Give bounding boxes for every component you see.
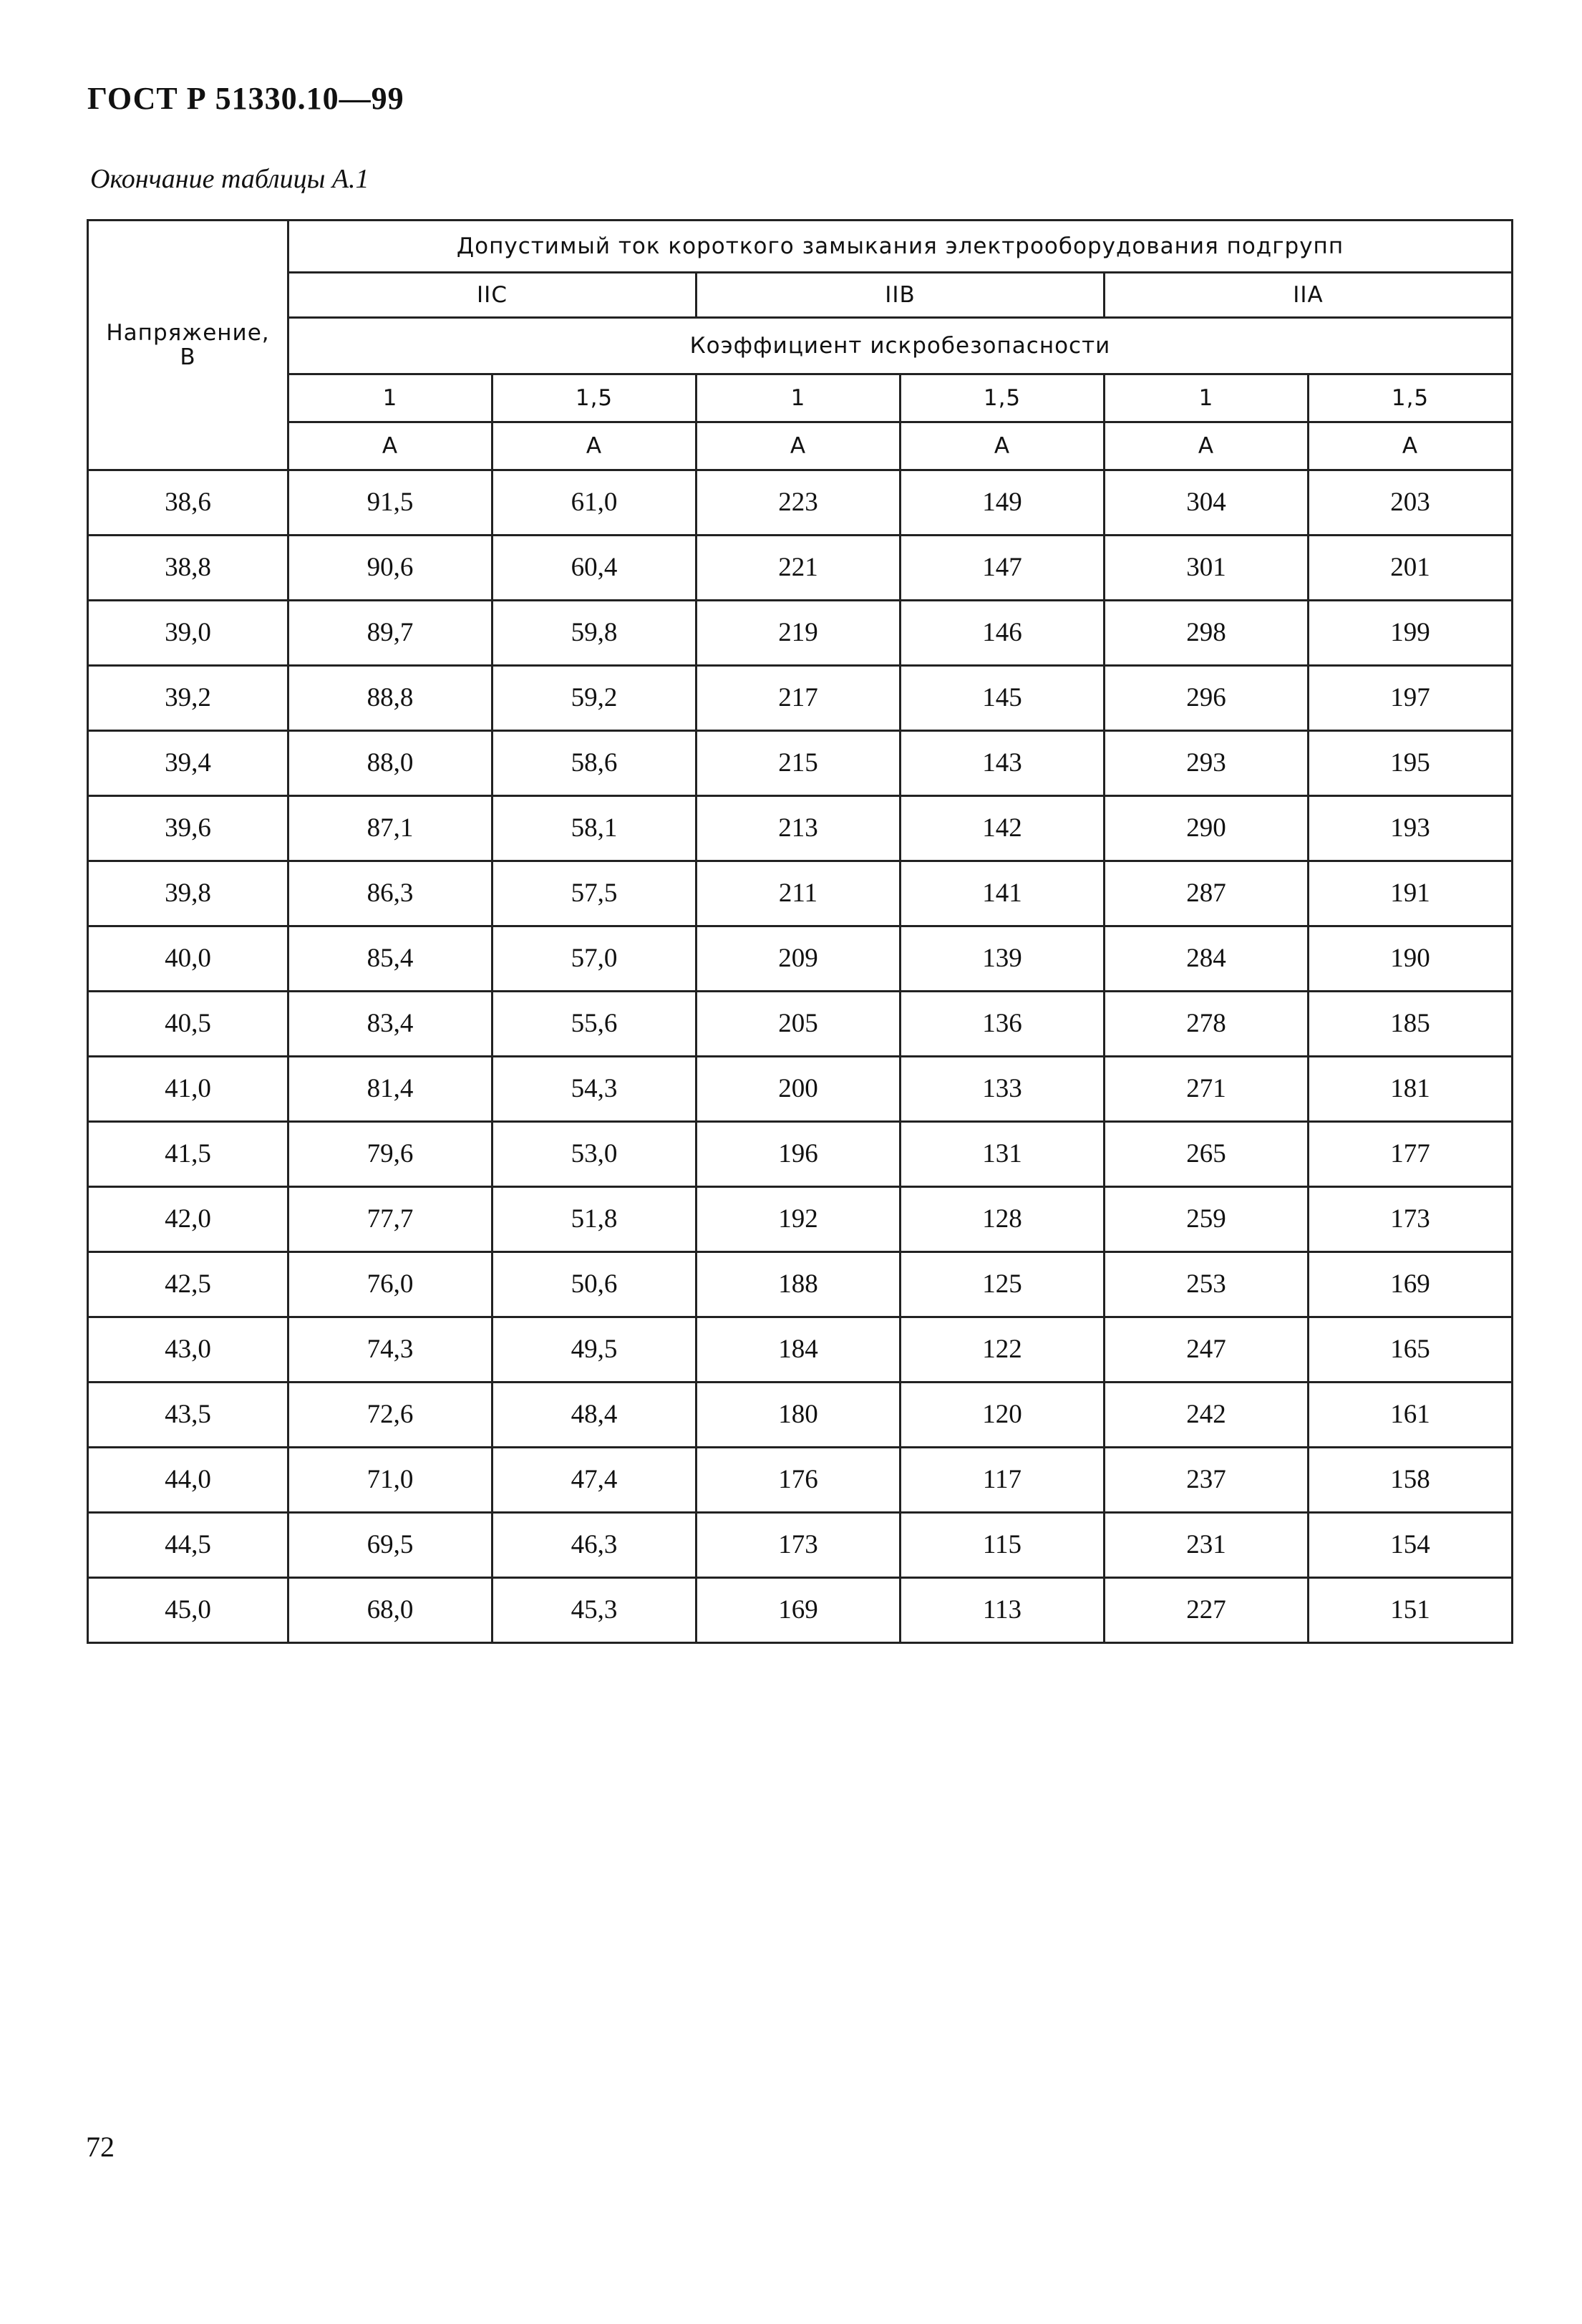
voltage-cell: 42,5 <box>88 1252 288 1317</box>
unit-label: А <box>492 422 697 470</box>
unit-label: А <box>697 422 901 470</box>
current-cell: 53,0 <box>492 1122 697 1187</box>
current-cell: 139 <box>901 926 1105 992</box>
voltage-cell: 41,0 <box>88 1057 288 1122</box>
current-cell: 293 <box>1105 731 1309 796</box>
coefficient-value: 1 <box>697 374 901 422</box>
voltage-cell: 39,0 <box>88 601 288 666</box>
unit-label: А <box>1309 422 1513 470</box>
voltage-header-unit: В <box>180 344 196 370</box>
current-cell: 54,3 <box>492 1057 697 1122</box>
current-cell: 145 <box>901 666 1105 731</box>
current-cell: 83,4 <box>288 992 492 1057</box>
subgroup-header-iib: IIB <box>697 273 1105 318</box>
current-cell: 88,8 <box>288 666 492 731</box>
current-cell: 151 <box>1309 1578 1513 1643</box>
current-cell: 200 <box>697 1057 901 1122</box>
current-cell: 131 <box>901 1122 1105 1187</box>
voltage-cell: 43,0 <box>88 1317 288 1383</box>
current-cell: 60,4 <box>492 536 697 601</box>
unit-label: А <box>901 422 1105 470</box>
coefficient-value: 1,5 <box>901 374 1105 422</box>
current-cell: 265 <box>1105 1122 1309 1187</box>
table-row <box>88 666 1513 731</box>
current-cell: 278 <box>1105 992 1309 1057</box>
table-row <box>88 1448 1513 1513</box>
current-cell: 49,5 <box>492 1317 697 1383</box>
current-cell: 242 <box>1105 1383 1309 1448</box>
current-cell: 81,4 <box>288 1057 492 1122</box>
current-cell: 69,5 <box>288 1513 492 1578</box>
voltage-cell: 39,4 <box>88 731 288 796</box>
current-cell: 89,7 <box>288 601 492 666</box>
current-cell: 57,0 <box>492 926 697 992</box>
table-row <box>88 1383 1513 1448</box>
table-row <box>88 1122 1513 1187</box>
current-cell: 147 <box>901 536 1105 601</box>
voltage-cell: 39,6 <box>88 796 288 861</box>
current-cell: 115 <box>901 1513 1105 1578</box>
current-cell: 177 <box>1309 1122 1513 1187</box>
current-cell: 50,6 <box>492 1252 697 1317</box>
current-cell: 48,4 <box>492 1383 697 1448</box>
current-cell: 227 <box>1105 1578 1309 1643</box>
current-cell: 136 <box>901 992 1105 1057</box>
current-cell: 61,0 <box>492 470 697 536</box>
current-cell: 57,5 <box>492 861 697 926</box>
voltage-cell: 41,5 <box>88 1122 288 1187</box>
current-cell: 169 <box>697 1578 901 1643</box>
subgroup-header-iia: IIA <box>1105 273 1513 318</box>
current-cell: 58,1 <box>492 796 697 861</box>
current-cell: 181 <box>1309 1057 1513 1122</box>
table-row <box>88 1187 1513 1252</box>
current-cell: 117 <box>901 1448 1105 1513</box>
table-row <box>88 536 1513 601</box>
coefficient-value: 1 <box>1105 374 1309 422</box>
current-cell: 284 <box>1105 926 1309 992</box>
unit-label: А <box>288 422 492 470</box>
coefficient-header: Коэффициент искробезопасности <box>288 318 1513 374</box>
table-row <box>88 470 1513 536</box>
current-cell: 298 <box>1105 601 1309 666</box>
table-row <box>88 861 1513 926</box>
current-cell: 180 <box>697 1383 901 1448</box>
coefficient-value: 1 <box>288 374 492 422</box>
current-cell: 301 <box>1105 536 1309 601</box>
current-cell: 176 <box>697 1448 901 1513</box>
current-cell: 158 <box>1309 1448 1513 1513</box>
current-cell: 79,6 <box>288 1122 492 1187</box>
current-cell: 149 <box>901 470 1105 536</box>
short-circuit-current-table <box>87 219 1513 1644</box>
current-cell: 91,5 <box>288 470 492 536</box>
current-cell: 85,4 <box>288 926 492 992</box>
current-cell: 196 <box>697 1122 901 1187</box>
table-row <box>88 1252 1513 1317</box>
voltage-column-header <box>88 221 288 470</box>
voltage-cell: 38,8 <box>88 536 288 601</box>
current-cell: 128 <box>901 1187 1105 1252</box>
current-cell: 304 <box>1105 470 1309 536</box>
current-cell: 259 <box>1105 1187 1309 1252</box>
document-title: ГОСТ Р 51330.10—99 <box>87 81 404 116</box>
current-cell: 154 <box>1309 1513 1513 1578</box>
voltage-cell: 44,0 <box>88 1448 288 1513</box>
table-row <box>88 1513 1513 1578</box>
table-row <box>88 1057 1513 1122</box>
current-cell: 59,2 <box>492 666 697 731</box>
current-cell: 215 <box>697 731 901 796</box>
voltage-cell: 39,2 <box>88 666 288 731</box>
current-cell: 287 <box>1105 861 1309 926</box>
current-cell: 271 <box>1105 1057 1309 1122</box>
current-cell: 191 <box>1309 861 1513 926</box>
current-cell: 190 <box>1309 926 1513 992</box>
current-cell: 46,3 <box>492 1513 697 1578</box>
current-cell: 45,3 <box>492 1578 697 1643</box>
current-cell: 219 <box>697 601 901 666</box>
current-cell: 173 <box>697 1513 901 1578</box>
current-cell: 90,6 <box>288 536 492 601</box>
current-cell: 142 <box>901 796 1105 861</box>
table-row <box>88 1317 1513 1383</box>
header-row-coefficient-values <box>88 374 1513 422</box>
header-row-coefficient <box>88 318 1513 374</box>
current-cell: 133 <box>901 1057 1105 1122</box>
voltage-cell: 38,6 <box>88 470 288 536</box>
current-cell: 197 <box>1309 666 1513 731</box>
current-cell: 125 <box>901 1252 1105 1317</box>
current-cell: 231 <box>1105 1513 1309 1578</box>
current-cell: 290 <box>1105 796 1309 861</box>
page-number: 72 <box>86 2131 115 2163</box>
voltage-cell: 40,5 <box>88 992 288 1057</box>
current-cell: 247 <box>1105 1317 1309 1383</box>
current-cell: 71,0 <box>288 1448 492 1513</box>
current-cell: 199 <box>1309 601 1513 666</box>
header-row-units <box>88 422 1513 470</box>
current-cell: 51,8 <box>492 1187 697 1252</box>
current-cell: 201 <box>1309 536 1513 601</box>
voltage-cell: 39,8 <box>88 861 288 926</box>
voltage-cell: 44,5 <box>88 1513 288 1578</box>
coefficient-value: 1,5 <box>492 374 697 422</box>
current-cell: 74,3 <box>288 1317 492 1383</box>
coefficient-value: 1,5 <box>1309 374 1513 422</box>
current-cell: 68,0 <box>288 1578 492 1643</box>
table-row <box>88 926 1513 992</box>
current-cell: 88,0 <box>288 731 492 796</box>
current-cell: 221 <box>697 536 901 601</box>
current-cell: 209 <box>697 926 901 992</box>
current-cell: 184 <box>697 1317 901 1383</box>
current-cell: 165 <box>1309 1317 1513 1383</box>
header-row-group <box>88 221 1513 273</box>
table-caption: Окончание таблицы А.1 <box>90 164 369 194</box>
current-cell: 217 <box>697 666 901 731</box>
current-cell: 253 <box>1105 1252 1309 1317</box>
current-cell: 185 <box>1309 992 1513 1057</box>
current-cell: 203 <box>1309 470 1513 536</box>
voltage-cell: 45,0 <box>88 1578 288 1643</box>
current-cell: 76,0 <box>288 1252 492 1317</box>
current-cell: 188 <box>697 1252 901 1317</box>
current-cell: 55,6 <box>492 992 697 1057</box>
current-cell: 211 <box>697 861 901 926</box>
current-cell: 195 <box>1309 731 1513 796</box>
unit-label: А <box>1105 422 1309 470</box>
voltage-cell: 42,0 <box>88 1187 288 1252</box>
current-cell: 113 <box>901 1578 1105 1643</box>
current-cell: 192 <box>697 1187 901 1252</box>
current-cell: 122 <box>901 1317 1105 1383</box>
current-cell: 193 <box>1309 796 1513 861</box>
current-cell: 58,6 <box>492 731 697 796</box>
header-row-subgroups <box>88 273 1513 318</box>
table-row <box>88 731 1513 796</box>
current-cell: 72,6 <box>288 1383 492 1448</box>
table-row <box>88 796 1513 861</box>
current-cell: 169 <box>1309 1252 1513 1317</box>
current-cell: 173 <box>1309 1187 1513 1252</box>
current-cell: 146 <box>901 601 1105 666</box>
table-row <box>88 601 1513 666</box>
current-cell: 205 <box>697 992 901 1057</box>
current-cell: 120 <box>901 1383 1105 1448</box>
current-cell: 86,3 <box>288 861 492 926</box>
current-cell: 223 <box>697 470 901 536</box>
current-cell: 141 <box>901 861 1105 926</box>
current-cell: 47,4 <box>492 1448 697 1513</box>
current-cell: 77,7 <box>288 1187 492 1252</box>
current-cell: 161 <box>1309 1383 1513 1448</box>
current-cell: 213 <box>697 796 901 861</box>
table-header <box>88 221 1513 470</box>
voltage-header-label: Напряжение, <box>106 319 270 346</box>
table-row <box>88 1578 1513 1643</box>
subgroup-header-iic: IIC <box>288 273 697 318</box>
group-header: Допустимый ток короткого замыкания электрооборудования подгрупп <box>288 221 1513 273</box>
voltage-cell: 40,0 <box>88 926 288 992</box>
current-cell: 237 <box>1105 1448 1309 1513</box>
table-body <box>88 470 1513 1643</box>
current-cell: 296 <box>1105 666 1309 731</box>
voltage-cell: 43,5 <box>88 1383 288 1448</box>
table-row <box>88 992 1513 1057</box>
current-cell: 59,8 <box>492 601 697 666</box>
current-cell: 143 <box>901 731 1105 796</box>
current-cell: 87,1 <box>288 796 492 861</box>
